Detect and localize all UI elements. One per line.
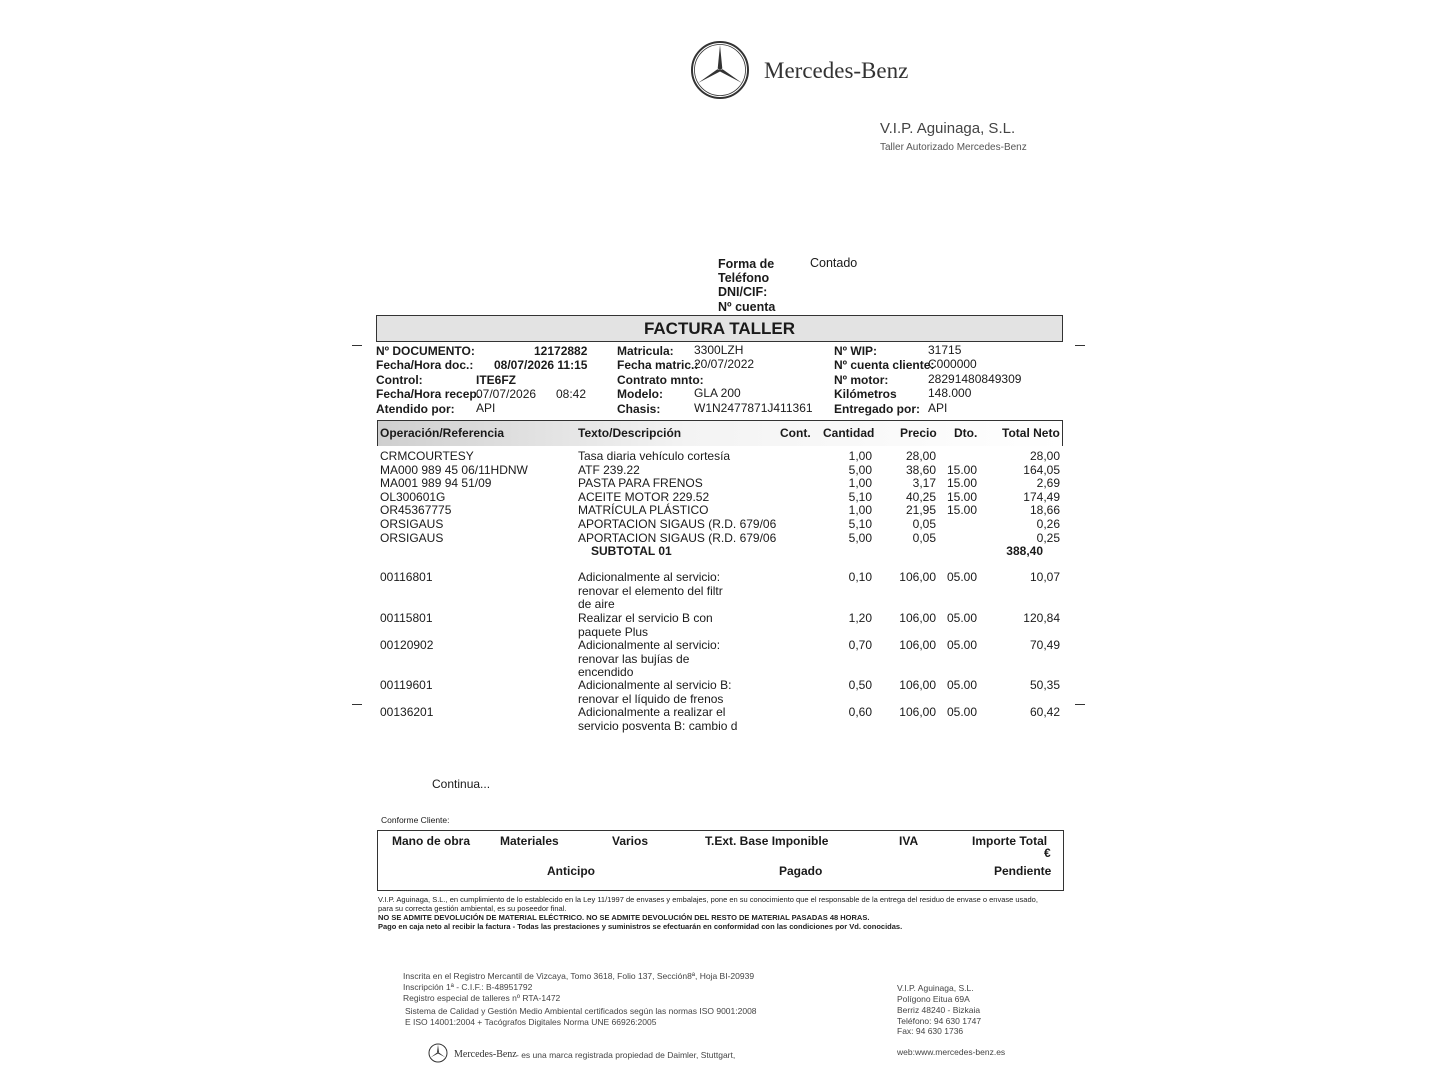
reception-time-value: 08:42 [556, 387, 587, 401]
plate-label: Matricula: [617, 344, 674, 358]
total-cell: 10,07 [1029, 570, 1060, 584]
qty-cell: 1,00 [848, 503, 872, 518]
qty-cell: 5,00 [848, 530, 872, 545]
payment-value: Contado [810, 256, 858, 270]
part-ref-cell: MA001 989 94 51/09 [380, 476, 492, 491]
quality-cert-line2: E ISO 14001:2004 + Tacógrafos Digitales Norma UNE 66926:2005 [405, 1017, 657, 1027]
footer-address1: Polígono Eitua 69A [897, 994, 970, 1004]
legal-returns-notice: NO SE ADMITE DEVOLUCIÓN DE MATERIAL ELÉCTRICO. NO SE ADMITE DEVOLUCIÓN DEL RESTO DE MATERIAL PASADAS 48 HORAS. [378, 913, 870, 922]
part-desc-cell: ACEITE MOTOR 229.52 [578, 489, 710, 504]
customer-account-label: Nº cuenta cliente: [834, 358, 935, 372]
price-cell: 106,00 [899, 611, 936, 625]
footer-phone: Teléfono: 94 630 1747 [897, 1016, 982, 1026]
materials-total-label: Materiales [500, 834, 559, 848]
qty-cell: 0,10 [848, 570, 872, 584]
discount-cell: 05.00 [947, 705, 978, 719]
price-cell: 0,05 [912, 530, 936, 545]
brand-name: Mercedes-Benz [764, 58, 909, 83]
labor-desc-line: de aire [578, 597, 615, 612]
part-ref-cell: ORSIGAUS [380, 517, 444, 531]
part-desc-cell: ATF 239.22 [578, 462, 640, 477]
workshop-registry: Registro especial de talleres nº RTA-1472 [403, 993, 561, 1003]
part-desc-cell: APORTACION SIGAUS (R.D. 679/06 [578, 530, 777, 545]
misc-total-label: Varios [612, 834, 649, 848]
mercedes-star-small-icon [428, 1043, 448, 1063]
price-cell: 40,25 [905, 489, 936, 504]
control-label: Control: [376, 373, 423, 387]
discount-cell: 15.00 [947, 489, 978, 504]
doc-date-label: Fecha/Hora doc.: [376, 358, 474, 372]
part-ref-cell: CRMCOURTESY [380, 449, 474, 463]
legal-envases-line2: para su correcta gestión ambiental, es su poseedor final. [378, 904, 567, 913]
total-cell: 60,42 [1029, 705, 1060, 719]
total-cell: 2,69 [1036, 476, 1060, 491]
subtotal-label: SUBTOTAL 01 [591, 544, 672, 558]
pending-label: Pendiente [994, 864, 1052, 878]
payment-label: Forma de [718, 257, 775, 271]
col-qty-header: Cantidad [823, 426, 875, 440]
labor-total-label: Mano de obra [392, 834, 471, 848]
margin-tick [1075, 704, 1085, 705]
registration-date-label: Fecha matric.: [617, 358, 699, 372]
price-cell: 106,00 [899, 570, 936, 584]
paid-label: Pagado [779, 864, 823, 878]
col-ref-header: Operación/Referencia [380, 426, 505, 440]
price-cell: 106,00 [899, 705, 936, 719]
footer-fax: Fax: 94 630 1736 [897, 1026, 964, 1036]
model-label: Modelo: [617, 387, 663, 401]
labor-ref-cell: 00136201 [380, 705, 434, 719]
control-value: ITE6FZ [476, 373, 517, 387]
part-desc-cell: APORTACION SIGAUS (R.D. 679/06 [578, 517, 777, 531]
total-cell: 0,26 [1036, 517, 1060, 531]
footer-brand: Mercedes-Benz [454, 1049, 517, 1060]
part-desc-cell: MATRÍCULA PLÁSTICO [578, 503, 709, 518]
qty-cell: 0,70 [848, 638, 872, 652]
total-cell: 120,84 [1023, 611, 1060, 625]
total-cell: 50,35 [1029, 678, 1060, 692]
margin-tick [352, 704, 362, 705]
currency-symbol: € [1044, 846, 1051, 860]
part-ref-cell: MA000 989 45 06/11HDNW [380, 462, 528, 477]
labor-desc-line: servicio posventa B: cambio d [578, 718, 738, 733]
discount-cell: 05.00 [947, 638, 978, 652]
price-cell: 3,17 [912, 476, 936, 491]
part-ref-cell: OR45367775 [380, 503, 452, 518]
invoice-title: FACTURA TALLER [643, 319, 796, 338]
contract-label: Contrato mnto: [617, 373, 704, 387]
footer-address2: Berriz 48240 - Bizkaia [897, 1005, 981, 1015]
total-cell: 0,25 [1036, 530, 1060, 545]
totals-box [377, 830, 1064, 891]
account-label: Nº cuenta [718, 300, 776, 314]
qty-cell: 1,00 [848, 476, 872, 491]
col-dto-header: Dto. [954, 426, 978, 440]
cif-info: Inscripción 1ª - C.I.F.: B-48951792 [403, 982, 533, 992]
wip-value: 31715 [928, 343, 962, 357]
labor-desc-line: Adicionalmente al servicio: [578, 638, 721, 652]
grand-total-label: Importe Total [972, 834, 1048, 848]
doc-number-value: 12172882 [534, 344, 588, 358]
table-header [377, 420, 1063, 446]
total-cell: 164,05 [1023, 462, 1060, 477]
dni-label: DNI/CIF: [718, 285, 768, 299]
qty-cell: 0,50 [848, 678, 872, 692]
conforme-cliente-label: Conforme Cliente: [381, 815, 450, 825]
mercedes-star-logo [690, 40, 750, 100]
part-ref-cell: ORSIGAUS [380, 530, 444, 545]
price-cell: 28,00 [905, 449, 936, 463]
price-cell: 106,00 [899, 678, 936, 692]
qty-cell: 5,00 [848, 462, 872, 477]
dealer-name: V.I.P. Aguinaga, S.L. [880, 120, 1016, 137]
discount-cell: 15.00 [947, 462, 978, 477]
price-cell: 106,00 [899, 638, 936, 652]
tax-base-label: T.Ext. Base Imponible [705, 834, 829, 848]
labor-desc-line: encendido [578, 665, 634, 680]
kilometers-value: 148.000 [928, 386, 972, 400]
model-value: GLA 200 [694, 386, 741, 400]
attended-by-value: API [476, 401, 496, 415]
col-total-header: Total Neto [1002, 426, 1060, 440]
quality-cert-line1: Sistema de Calidad y Gestión Medio Ambiental certificados según las normas ISO 9001:2008 [405, 1006, 757, 1016]
labor-ref-cell: 00115801 [380, 611, 433, 625]
col-desc-header: Texto/Descripción [578, 426, 682, 440]
wip-label: Nº WIP: [834, 344, 878, 358]
continua-text: Continua... [432, 777, 491, 791]
price-cell: 0,05 [912, 517, 936, 531]
subtotal-value: 388,40 [1006, 544, 1043, 558]
total-cell: 18,66 [1029, 503, 1060, 518]
engine-number-value: 28291480849309 [928, 372, 1022, 386]
legal-payment-notice: Pago en caja neto al recibir la factura - Todas las prestaciones y suministros se efectuarán en conformidad con las condiciones por Vd. conocidas. [378, 922, 903, 931]
discount-cell: 05.00 [947, 678, 978, 692]
qty-cell: 1,20 [848, 611, 872, 625]
discount-cell: 15.00 [947, 476, 978, 491]
labor-desc-line: Realizar el servicio B con [578, 611, 713, 625]
qty-cell: 1,00 [848, 449, 872, 463]
part-ref-cell: OL300601G [380, 489, 446, 504]
delivered-by-label: Entregado por: [834, 402, 920, 416]
labor-desc-line: Adicionalmente al servicio: [578, 570, 721, 584]
doc-date-value: 08/07/2026 11:15 [494, 358, 588, 372]
discount-cell: 15.00 [947, 503, 978, 518]
price-cell: 38,60 [905, 462, 936, 477]
total-cell: 28,00 [1029, 449, 1060, 463]
labor-desc-line: Adicionalmente a realizar el [578, 705, 726, 719]
qty-cell: 5,10 [848, 489, 872, 504]
part-desc-cell: Tasa diaria vehículo cortesía [578, 449, 731, 463]
registry-info: Inscrita en el Registro Mercantil de Vizcaya, Tomo 3618, Folio 137, Sección8ª, Hoja BI-20939 [403, 971, 755, 981]
plate-value: 3300LZH [694, 343, 744, 357]
discount-cell: 05.00 [947, 570, 978, 584]
engine-number-label: Nº motor: [834, 373, 889, 387]
margin-tick [1075, 345, 1085, 346]
labor-desc-line: renovar las bujías de [578, 651, 690, 666]
col-price-header: Precio [900, 426, 937, 440]
legal-envases-line1: V.I.P. Aguinaga, S.L., en cumplimiento de lo establecido en la Ley 11/1997 de envases y embalajes, pone en su conocimiento que el responsable de la entrega del residuo de envase o envase usado, [378, 895, 1038, 904]
discount-cell: 05.00 [947, 611, 978, 625]
kilometers-label: Kilómetros [834, 387, 897, 401]
reception-date-label: Fecha/Hora recep. [376, 387, 481, 401]
phone-label: Teléfono [718, 271, 770, 285]
qty-cell: 5,10 [848, 517, 872, 531]
reception-date-value: 07/07/2026 [476, 387, 537, 401]
labor-ref-cell: 00119601 [380, 678, 433, 692]
delivered-by-value: API [928, 401, 948, 415]
customer-account-value: C000000 [928, 357, 977, 371]
margin-tick [352, 345, 362, 346]
chassis-label: Chasis: [617, 402, 661, 416]
dealer-subtitle: Taller Autorizado Mercedes-Benz [880, 142, 1027, 153]
labor-desc-line: renovar el elemento del filtr [578, 583, 723, 598]
labor-ref-cell: 00120902 [380, 638, 434, 652]
footer-trademark: - es una marca registrada propiedad de Daimler, Stuttgart, [516, 1050, 736, 1060]
vat-label: IVA [899, 834, 919, 848]
total-cell: 70,49 [1029, 638, 1060, 652]
chassis-value: W1N2477871J411361 [694, 401, 813, 415]
footer-web: web:www.mercedes-benz.es [897, 1047, 1006, 1057]
col-cont-header: Cont. [780, 426, 811, 440]
doc-number-label: Nº DOCUMENTO: [376, 344, 475, 358]
labor-desc-line: paquete Plus [578, 624, 649, 639]
registration-date-value: 20/07/2022 [694, 357, 755, 371]
total-cell: 174,49 [1023, 489, 1060, 504]
labor-desc-line: Adicionalmente al servicio B: [578, 678, 732, 692]
footer-company: V.I.P. Aguinaga, S.L. [897, 983, 974, 993]
advance-label: Anticipo [547, 864, 595, 878]
invoice-title-bar [376, 315, 1063, 342]
part-desc-cell: PASTA PARA FRENOS [578, 476, 703, 491]
price-cell: 21,95 [905, 503, 936, 518]
labor-ref-cell: 00116801 [380, 570, 433, 584]
labor-desc-line: renovar el líquido de frenos [578, 691, 724, 706]
qty-cell: 0,60 [848, 705, 872, 719]
attended-by-label: Atendido por: [376, 402, 455, 416]
